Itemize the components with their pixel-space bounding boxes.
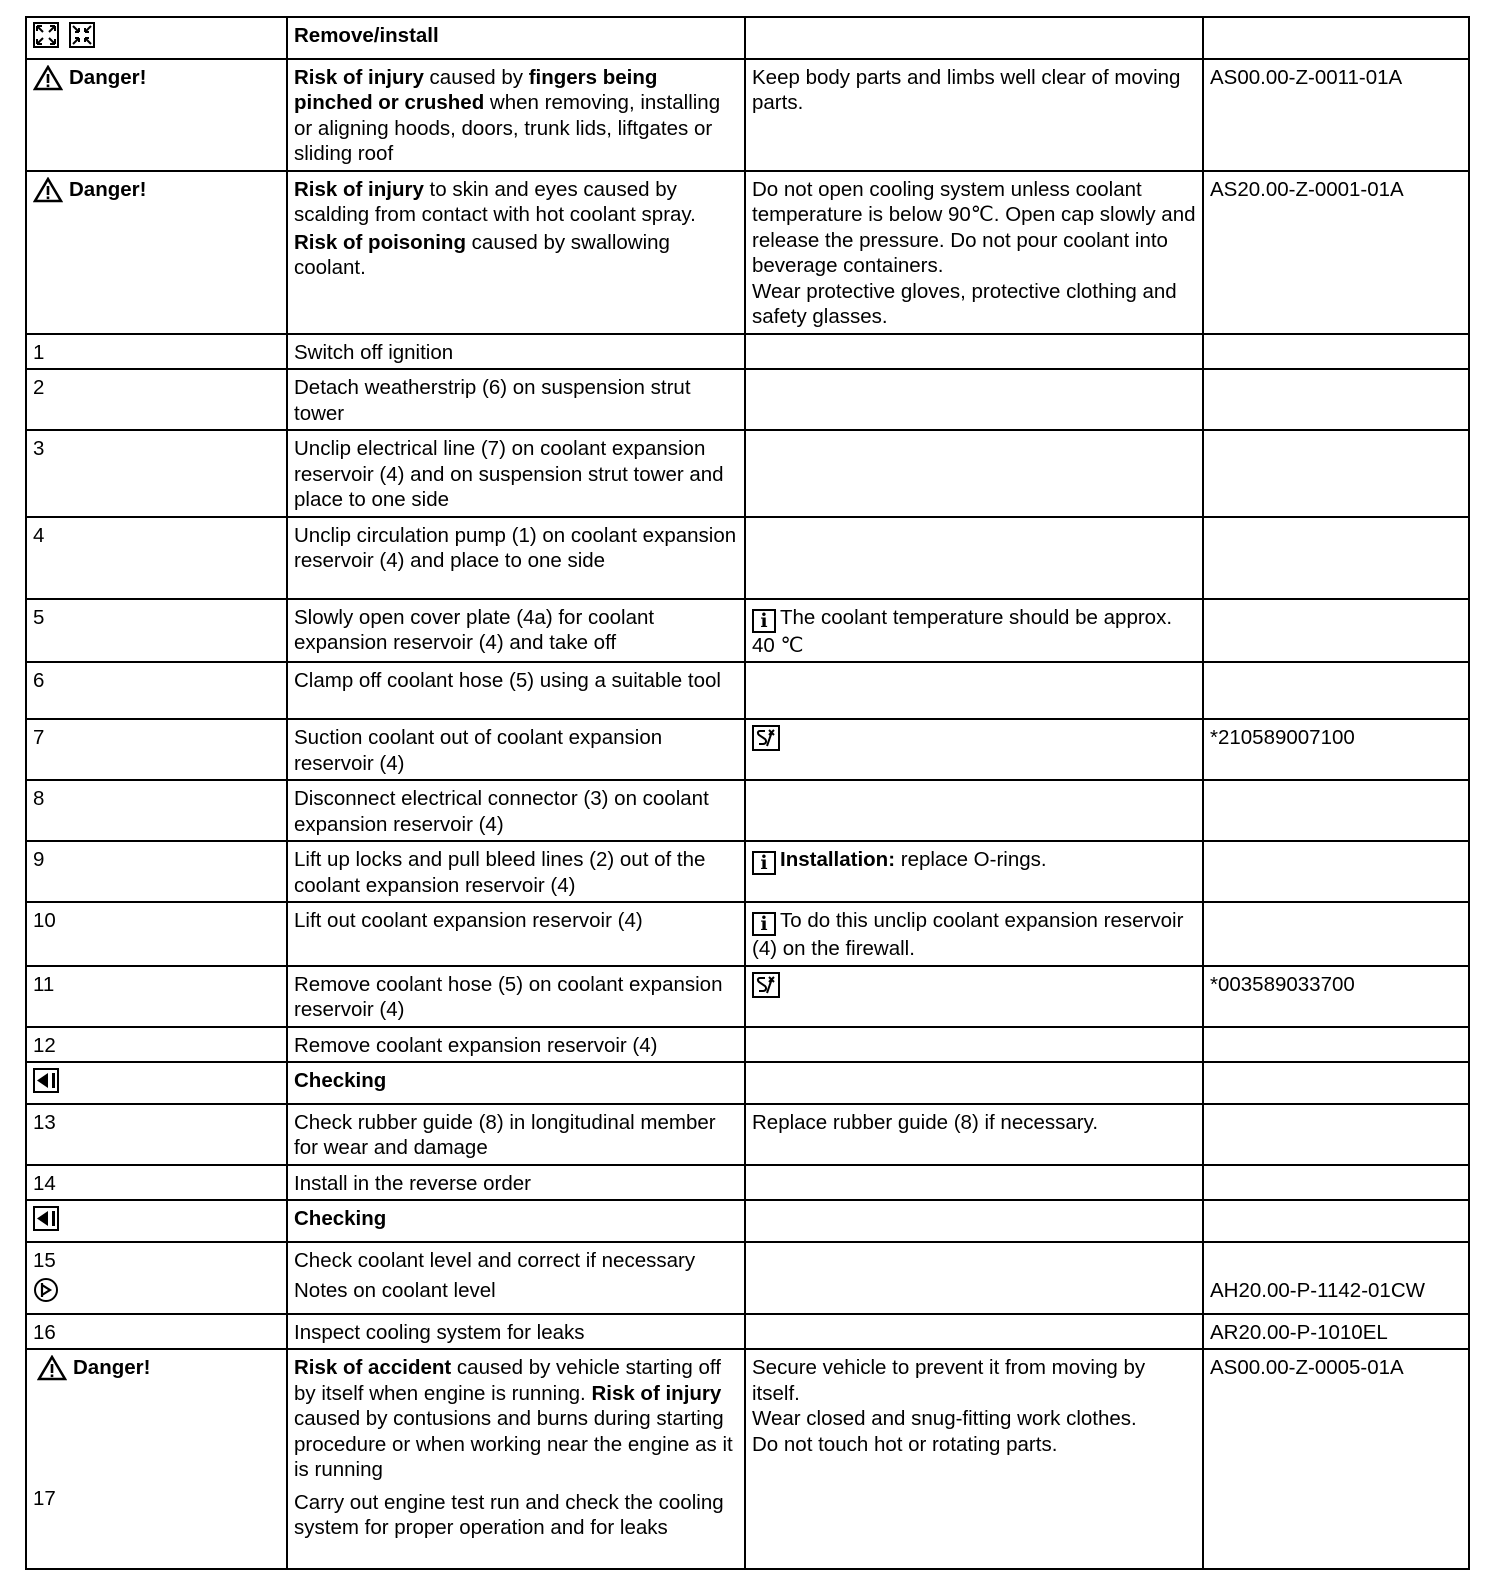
step-note: i Installation: replace O-rings. — [745, 841, 1203, 902]
step-text: Slowly open cover plate (4a) for coolant expansion reservoir (4) and take off — [287, 599, 745, 663]
step-ref: *210589007100 — [1203, 719, 1469, 780]
expand-arrows-icon — [33, 22, 59, 55]
step-note — [745, 662, 1203, 719]
reference-note-text: Notes on coolant level — [294, 1279, 496, 1302]
step-row — [26, 369, 1469, 430]
step-ref — [1203, 841, 1469, 902]
special-tool-icon — [752, 972, 780, 1005]
danger-row — [26, 59, 1469, 171]
danger-label: Danger! — [37, 1355, 150, 1381]
step-ref — [1203, 599, 1469, 663]
step-row — [26, 902, 1469, 966]
step-number: 1 — [26, 334, 287, 370]
danger-row — [26, 1349, 1469, 1569]
step-note — [745, 334, 1203, 370]
compress-arrows-icon — [69, 22, 95, 55]
step-note — [745, 1165, 1203, 1201]
step-number: 12 — [26, 1027, 287, 1063]
step-number: 2 — [26, 369, 287, 430]
safety-note: Keep body parts and limbs well clear of moving parts. — [745, 59, 1203, 171]
danger-label-cell — [26, 59, 287, 171]
step-text: Switch off ignition — [287, 334, 745, 370]
danger-label-cell — [26, 171, 287, 334]
reference-code: AS00.00-Z-0011-01A — [1203, 59, 1469, 171]
step-row — [26, 1027, 1469, 1063]
step-number: 3 — [26, 430, 287, 517]
header-row — [26, 17, 1469, 59]
step-ref — [1203, 1200, 1469, 1242]
step-number: 9 — [26, 841, 287, 902]
step-number: 7 — [26, 719, 287, 780]
step-row — [26, 517, 1469, 599]
header-title: Remove/install — [287, 17, 745, 59]
step-number: 11 — [26, 966, 287, 1027]
step-ref: *003589033700 — [1203, 966, 1469, 1027]
step-ref — [1203, 334, 1469, 370]
header-empty-cell — [1203, 17, 1469, 59]
step-text: Lift out coolant expansion reservoir (4) — [287, 902, 745, 966]
safety-note: Secure vehicle to prevent it from moving by itself. Wear closed and snug-fitting work clothes. Do not touch hot or rotating parts. — [745, 1349, 1203, 1569]
step-text: Carry out engine test run and check the cooling system for proper operation and for leaks — [294, 1490, 724, 1539]
step-number: 8 — [26, 780, 287, 841]
step-text: Unclip circulation pump (1) on coolant expansion reservoir (4) and place to one side — [287, 517, 745, 599]
step-number: 5 — [26, 599, 287, 663]
step-number: 14 — [26, 1165, 287, 1201]
danger-label: Danger! — [33, 177, 146, 203]
step-row — [26, 1314, 1469, 1350]
step-row — [26, 966, 1469, 1027]
info-icon: i — [752, 912, 776, 936]
danger-label: Danger! — [33, 65, 146, 91]
step-note: i The coolant temperature should be approx. 40 ℃ — [745, 599, 1203, 663]
step-row — [26, 662, 1469, 719]
checking-icon — [33, 1206, 59, 1238]
step-note: Replace rubber guide (8) if necessary. — [745, 1104, 1203, 1165]
step-note — [745, 780, 1203, 841]
safety-note: Do not open cooling system unless coolant temperature is below 90℃. Open cap slowly and release the pressure. Do not pour coolant into beverage containers. Wear protective gloves, protective clothing and safety glasses. — [745, 171, 1203, 334]
step-text: Inspect cooling system for leaks — [287, 1314, 745, 1350]
step-number: 13 — [26, 1104, 287, 1165]
reference-code: AS20.00-Z-0001-01A — [1203, 171, 1469, 334]
risk-description: Risk of injury caused by fingers being pinched or crushed when removing, installing or aligning hoods, doors, trunk lids, liftgates or sliding roof — [287, 59, 745, 171]
step-ref — [1203, 1165, 1469, 1201]
step-number: 6 — [26, 662, 287, 719]
step-text: Disconnect electrical connector (3) on coolant expansion reservoir (4) — [287, 780, 745, 841]
step-note — [745, 430, 1203, 517]
step-row — [26, 1242, 1469, 1314]
step-row — [26, 334, 1469, 370]
header-icons-cell — [26, 17, 287, 59]
info-icon: i — [752, 851, 776, 875]
step-note — [745, 1314, 1203, 1350]
step-text: Remove coolant expansion reservoir (4) — [287, 1027, 745, 1063]
step-note — [745, 966, 1203, 1027]
procedure-table — [25, 16, 1470, 1570]
info-icon: i — [752, 609, 776, 633]
step-ref — [1203, 662, 1469, 719]
document-reference-icon — [33, 1277, 59, 1310]
step-row — [26, 430, 1469, 517]
step-note — [745, 719, 1203, 780]
step-row — [26, 719, 1469, 780]
checking-icon-cell — [26, 1062, 287, 1104]
step-row — [26, 1165, 1469, 1201]
step-note — [745, 1200, 1203, 1242]
warning-triangle-icon — [33, 65, 63, 91]
step-note: i To do this unclip coolant expansion reservoir (4) on the firewall. — [745, 902, 1203, 966]
step-note — [745, 517, 1203, 599]
step-ref — [1203, 369, 1469, 430]
step-number: 16 — [26, 1314, 287, 1350]
checking-title: Checking — [287, 1200, 745, 1242]
step-row — [26, 780, 1469, 841]
step-note — [745, 1242, 1203, 1314]
step-ref: AR20.00-P-1010EL — [1203, 1314, 1469, 1350]
step-text: Check coolant level and correct if necessary Notes on coolant level — [287, 1242, 745, 1314]
step-ref — [1203, 902, 1469, 966]
step-text: Lift up locks and pull bleed lines (2) out of the coolant expansion reservoir (4) — [287, 841, 745, 902]
step-number: 15 — [33, 1248, 56, 1272]
checking-title: Checking — [287, 1062, 745, 1104]
reference-code: AS00.00-Z-0005-01A — [1203, 1349, 1469, 1569]
step-ref — [1203, 1104, 1469, 1165]
danger-label-cell — [26, 1349, 287, 1569]
warning-triangle-icon — [37, 1355, 67, 1381]
step-ref — [1203, 430, 1469, 517]
step-note — [745, 369, 1203, 430]
step-ref — [1203, 1062, 1469, 1104]
step-text: Detach weatherstrip (6) on suspension strut tower — [287, 369, 745, 430]
header-empty-cell — [745, 17, 1203, 59]
step-number-cell — [26, 1242, 287, 1314]
danger-row — [26, 171, 1469, 334]
step-row — [26, 599, 1469, 663]
step-ref — [1203, 780, 1469, 841]
step-number: 10 — [26, 902, 287, 966]
step-row — [26, 1104, 1469, 1165]
step-ref — [1203, 1027, 1469, 1063]
step-row — [26, 841, 1469, 902]
step-text: Remove coolant hose (5) on coolant expansion reservoir (4) — [287, 966, 745, 1027]
step-text: Clamp off coolant hose (5) using a suitable tool — [287, 662, 745, 719]
special-tool-icon — [752, 725, 780, 758]
checking-row — [26, 1062, 1469, 1104]
step-text: Install in the reverse order — [287, 1165, 745, 1201]
risk-description: Risk of accident caused by vehicle starting off by itself when engine is running. Risk of injury caused by contusions and burns during starting procedure or when working near the engine as it is running Carry out engine test run and check the cooling system for proper operation and for leaks — [287, 1349, 745, 1569]
step-number: 17 — [33, 1486, 56, 1510]
checking-row — [26, 1200, 1469, 1242]
step-ref — [1203, 517, 1469, 599]
step-text: Suction coolant out of coolant expansion reservoir (4) — [287, 719, 745, 780]
step-note — [745, 1062, 1203, 1104]
risk-description: Risk of injury to skin and eyes caused by scalding from contact with hot coolant spray. Risk of poisoning caused by swallowing coolant. — [287, 171, 745, 334]
checking-icon — [33, 1068, 59, 1100]
checking-icon-cell — [26, 1200, 287, 1242]
warning-triangle-icon — [33, 177, 63, 203]
step-number: 4 — [26, 517, 287, 599]
step-ref: AH20.00-P-1142-01CW — [1203, 1242, 1469, 1314]
step-note — [745, 1027, 1203, 1063]
step-text: Check rubber guide (8) in longitudinal member for wear and damage — [287, 1104, 745, 1165]
step-text: Unclip electrical line (7) on coolant expansion reservoir (4) and on suspension strut tower and place to one side — [287, 430, 745, 517]
